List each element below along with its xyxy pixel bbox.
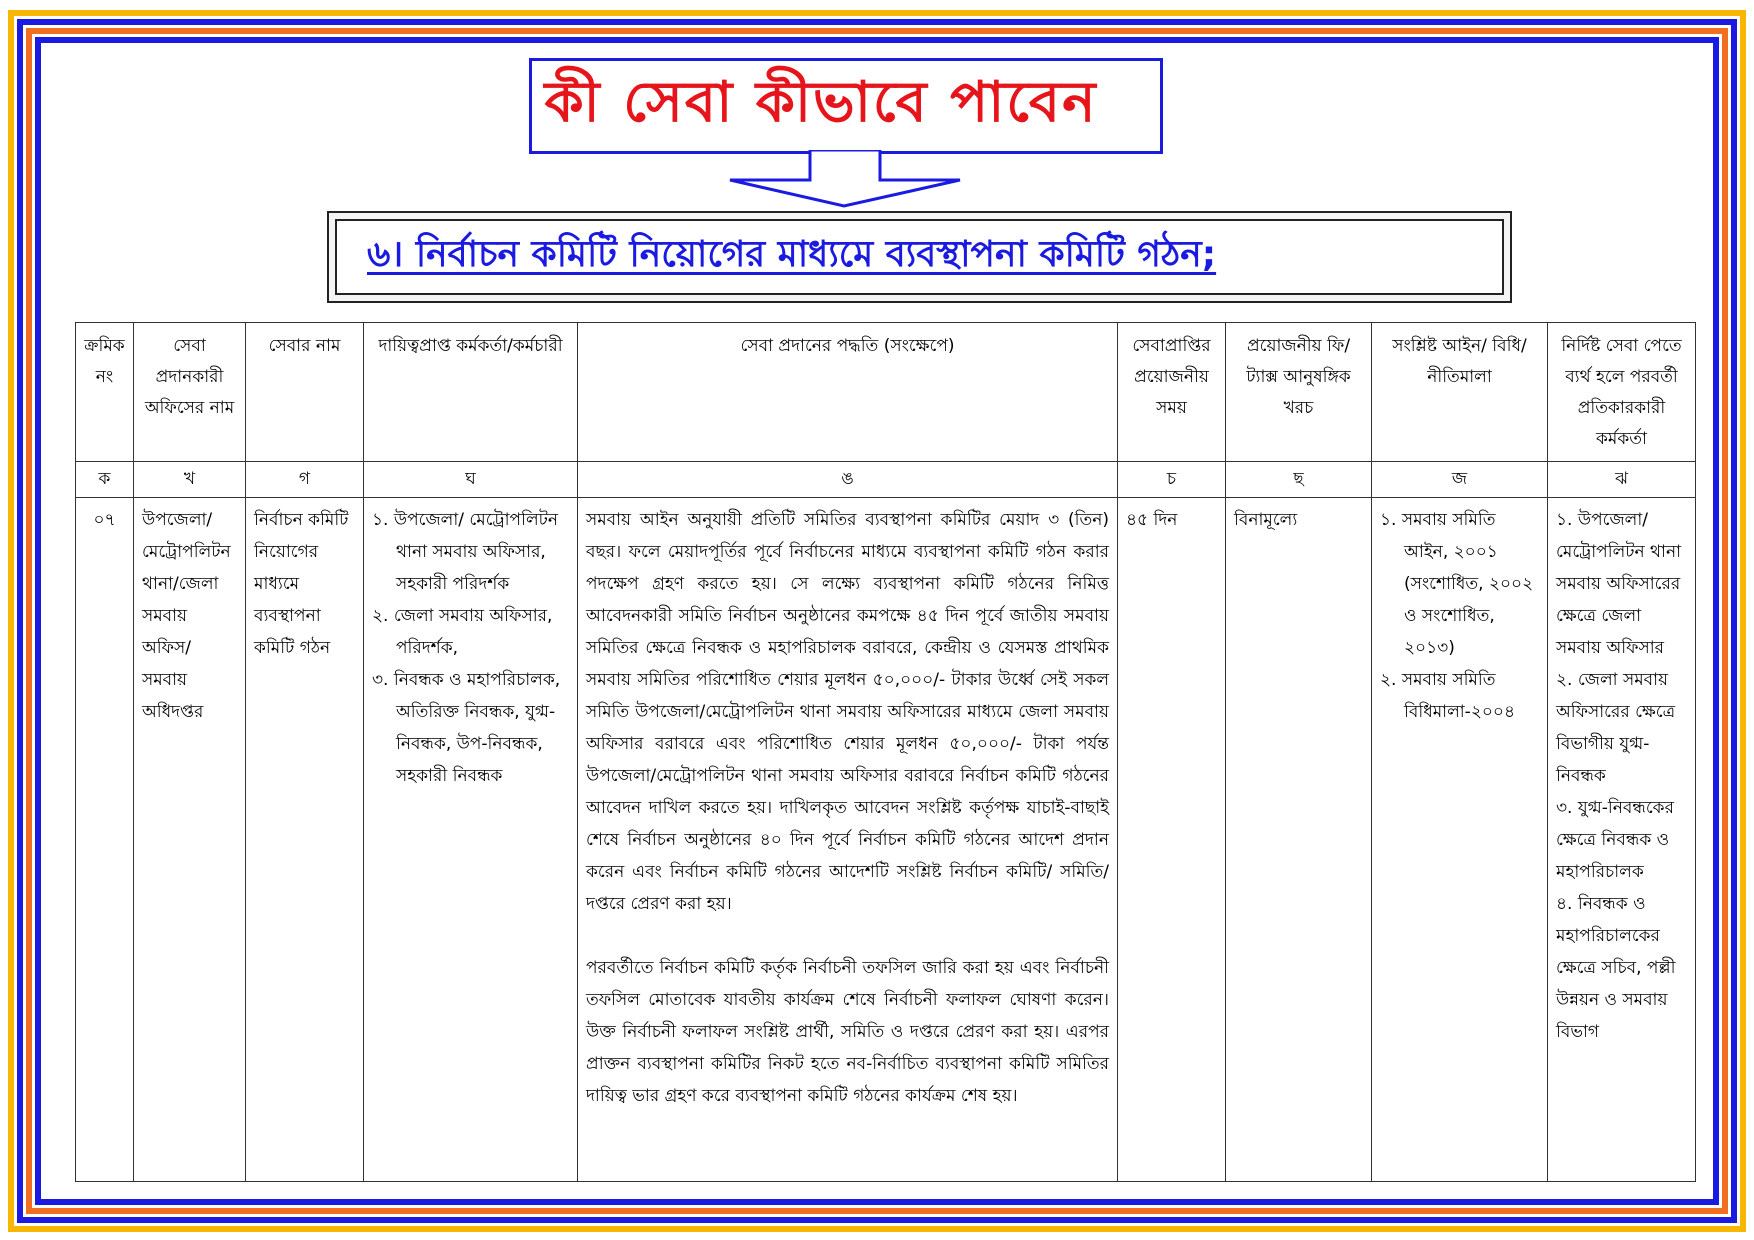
letter-cell: জ (1372, 462, 1548, 498)
list-item: ১. উপজেলা/ মেট্রোপলিটন থানা সমবায় অফিসারের ক্ষেত্রে জেলা সমবায় অফিসার (1556, 510, 1682, 658)
header-remedy: নির্দিষ্ট সেবা পেতে ব্যর্থ হলে পরবর্তী প্রতিকারকারী কর্মকর্তা (1548, 323, 1696, 462)
fee-cell: বিনামূল্যে (1226, 498, 1372, 1182)
service-table (75, 322, 1696, 1182)
list-item: ২. জেলা সমবায় অফিসারের ক্ষেত্রে বিভাগীয় যুগ্ম-নিবন্ধক (1556, 670, 1676, 786)
letter-cell: ছ (1226, 462, 1372, 498)
subtitle-box (327, 211, 1512, 303)
office-cell: উপজেলা/ মেট্রোপলিটন থানা/জেলা সমবায় অফিস/ সমবায় অধিদপ্তর (134, 498, 246, 1182)
header-serial: ক্রমিক নং (76, 323, 134, 462)
header-time: সেবাপ্রাপ্তির প্রয়োজনীয় সময় (1118, 323, 1226, 462)
list-item: ১. উপজেলা/ মেট্রোপলিটন থানা সমবায় অফিসার, সহকারী পরিদর্শক (372, 510, 559, 594)
remedy-cell (1548, 498, 1696, 1182)
header-row (76, 323, 1696, 462)
header-office: সেবা প্রদানকারী অফিসের নাম (134, 323, 246, 462)
method-paragraph: পরবর্তীতে নির্বাচন কমিটি কর্তৃক নির্বাচনী তফসিল জারি করা হয় এবং নির্বাচনী তফসিল মোতাবেক যাবতীয় কার্যক্রম শেষে নির্বাচনী ফলাফল ঘোষণা করেন। উক্ত নির্বাচনী ফলাফল সংশ্লিষ্ট প্রার্থী, সমিতি ও দপ্তরে প্রেরণ করা হয়। এরপর প্রাক্তন ব্যবস্থাপনা কমিটির নিকট হতে নব-নির্বাচিত ব্যবস্থাপনা কমিটি সমিতির দায়িত্ব ভার গ্রহণ করে ব্যবস্থাপনা কমিটি গঠনের কার্যক্রম শেষ হয়। (586, 958, 1109, 1106)
down-arrow-icon (728, 150, 968, 212)
letter-cell: ঘ (364, 462, 578, 498)
method-paragraph: সমবায় আইন অনুযায়ী প্রতিটি সমিতির ব্যবস্থাপনা কমিটির মেয়াদ ৩ (তিন) বছর। ফলে মেয়াদপূর্তির পূর্বে নির্বাচনের মাধ্যমে ব্যবস্থাপনা কমিটি গঠন করার পদক্ষেপ গ্রহণ করতে হয়। সে লক্ষ্যে ব্যবস্থাপনা কমিটি গঠনের নিমিত্ত আবেদনকারী সমিতি নির্বাচন অনুষ্ঠানের কমপক্ষে ৪৫ দিন পূর্বে জাতীয় সমবায় সমিতির ক্ষেত্রে নিবন্ধক ও মহাপরিচালক বরাবরে, কেন্দ্রীয় ও যেসমস্ত প্রাথমিক সমবায় সমিতির পরিশোধিত শেয়ার মূলধন ৫০,০০০/- টাকার উর্ধ্বে সেই সকল সমিতি উপজেলা/মেট্রোপলিটন থানা সমবায় অফিসারের মাধ্যমে জেলা সমবায় অফিসার বরাবরে এবং পরিশোধিত শেয়ার মূলধন ৫০,০০০/- টাকা পর্যন্ত উপজেলা/মেট্রোপলিটন থানা সমবায় অফিসার বরাবরে নির্বাচন কমিটি গঠনের আবেদন দাখিল করতে হয়। দাখিলকৃত আবেদন সংশ্লিষ্ট কর্তৃপক্ষ যাচাই-বাছাই শেষে নির্বাচন অনুষ্ঠানের ৪০ দিন পূর্বে নির্বাচন কমিটি গঠনের আদেশ প্রদান করেন এবং নির্বাচন কমিটি গঠনের আদেশটি সংশ্লিষ্ট নির্বাচন কমিটি/ সমিতি/দপ্তরে প্রেরণ করা হয়। (586, 510, 1109, 914)
page-title: কী সেবা কীভাবে পাবেন (544, 70, 1098, 135)
time-cell: ৪৫ দিন (1118, 498, 1226, 1182)
laws-cell (1372, 498, 1548, 1182)
header-officers: দায়িত্বপ্রাপ্ত কর্মকর্তা/কর্মচারী (364, 323, 578, 462)
header-laws: সংশ্লিষ্ট আইন/ বিধি/নীতিমালা (1372, 323, 1548, 462)
letter-cell: ঝ (1548, 462, 1696, 498)
method-cell (578, 498, 1118, 1182)
letter-cell: খ (134, 462, 246, 498)
service-name-cell: নির্বাচন কমিটি নিয়োগের মাধ্যমে ব্যবস্থাপনা কমিটি গঠন (246, 498, 364, 1182)
list-item: ৩. যুগ্ম-নিবন্ধকের ক্ষেত্রে নিবন্ধক ও মহাপরিচালক (1556, 798, 1674, 882)
list-item: ১. সমবায় সমিতি আইন, ২০০১ (সংশোধিত, ২০০২ ও সংশোধিত, ২০১৩) (1380, 510, 1534, 658)
list-item: ৪. নিবন্ধক ও মহাপরিচালকের ক্ষেত্রে সচিব, পল্লী উন্নয়ন ও সমবায় বিভাগ (1556, 894, 1676, 1042)
title-box (529, 58, 1163, 154)
letter-row (76, 462, 1696, 498)
list-item: ২. জেলা সমবায় অফিসার, পরিদর্শক, (372, 606, 553, 658)
header-method: সেবা প্রদানের পদ্ধতি (সংক্ষেপে) (578, 323, 1118, 462)
section-heading: ৬। নির্বাচন কমিটি নিয়োগের মাধ্যমে ব্যবস্থাপনা কমিটি গঠন; (367, 234, 1217, 275)
letter-cell: গ (246, 462, 364, 498)
table-row (76, 498, 1696, 1182)
header-service-name: সেবার নাম (246, 323, 364, 462)
letter-cell: ক (76, 462, 134, 498)
header-fee: প্রয়োজনীয় ফি/ট্যাক্স আনুষঙ্গিক খরচ (1226, 323, 1372, 462)
serial-cell: ০৭ (76, 498, 134, 1182)
list-item: ৩. নিবন্ধক ও মহাপরিচালক, অতিরিক্ত নিবন্ধক, যুগ্ম-নিবন্ধক, উপ-নিবন্ধক, সহকারী নিবন্ধক (372, 670, 561, 786)
list-item: ২. সমবায় সমিতি বিধিমালা-২০০৪ (1380, 670, 1516, 722)
letter-cell: চ (1118, 462, 1226, 498)
letter-cell: ঙ (578, 462, 1118, 498)
officers-cell (364, 498, 578, 1182)
